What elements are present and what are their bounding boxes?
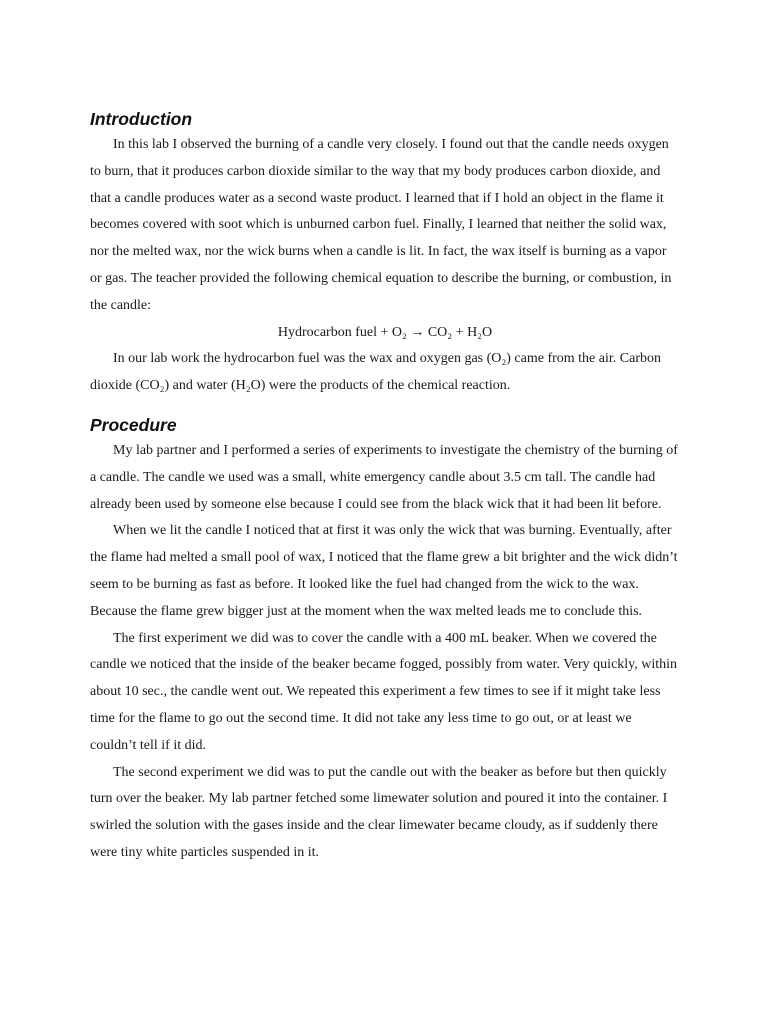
procedure-section	[90, 412, 680, 867]
document-body	[90, 106, 680, 867]
introduction-paragraph: In this lab I observed the burning of a candle very closely. I found out that the candle needs oxygen to burn, that it produces carbon dioxide similar to the way that my body produces carbon dioxide, and that a candle produces water as a second waste product. I learned that if I hold an object in the flame it becomes covered with soot which is unburned carbon fuel. Finally, I learned that neither the solid wax, nor the melted wax, nor the wick burns when a candle is lit. In fact, the wax itself is burning as a vapor or gas. The teacher provided the following chemical equation to describe the burning, or combustion, in the candle:	[90, 137, 672, 313]
introduction-section	[90, 106, 680, 400]
procedure-heading: Procedure	[90, 414, 177, 435]
procedure-paragraph: The second experiment we did was to put the candle out with the beaker as before but then quickly turn over the beaker. My lab partner fetched some limewater solution and poured it into the container. I swirled the solution with the gases inside and the clear limewater became cloudy, as if suddenly there were tiny white particles suspended in it.	[90, 764, 668, 860]
procedure-paragraph: My lab partner and I performed a series of experiments to investigate the chemistry of the burning of a candle. The candle we used was a small, white emergency candle about 3.5 cm tall. The candle had already been used by someone else because I could see from the black wick that it had been lit before.	[90, 442, 678, 512]
procedure-paragraph: The first experiment we did was to cover the candle with a 400 mL beaker. When we covered the candle we noticed that the inside of the beaker became fogged, possibly from water. Very quickly, within about 10 sec., the candle went out. We repeated this experiment a few times to see if it might take less time for the flame to go out the second time. It did not take any less time to go out, or at least we couldn’t tell if it did.	[90, 630, 678, 753]
introduction-heading: Introduction	[90, 109, 193, 129]
combustion-equation: Hydrocarbon fuel + O₂ → CO₂ + H₂O	[277, 324, 493, 340]
procedure-paragraph: When we lit the candle I noticed that at first it was only the wick that was burning. Eventually, after the flame had melted a small pool of wax, I noticed that the flame grew a bit brighter and the wick didn’t seem to be burning as fast as before. It looked like the fuel had changed from the wick to the wax. Because the flame grew bigger just at the moment when the wax melted leads me to conclude this.	[90, 523, 678, 619]
section-spacer	[90, 400, 680, 412]
introduction-closing-paragraph: In our lab work the hydrocarbon fuel was the wax and oxygen gas (O₂) came from the air. Carbon dioxide (CO₂) and water (H₂O) were the products of the chemical reaction.	[90, 351, 661, 394]
